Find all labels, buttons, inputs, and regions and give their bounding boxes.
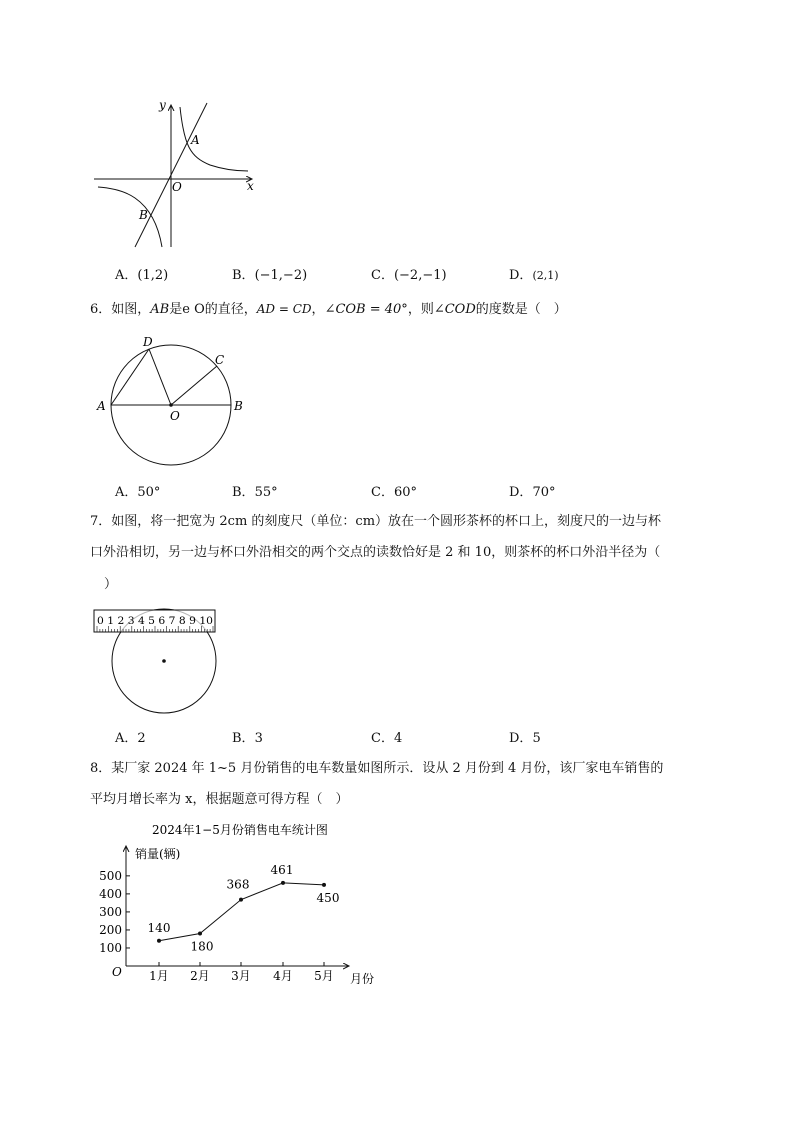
q5-graph bbox=[90, 95, 265, 255]
svg-text:B: B bbox=[234, 399, 243, 413]
data-point bbox=[157, 939, 161, 943]
q7-stem-line-1: 7．如图，将一把宽为 2cm 的刻度尺（单位：cm）放在一个圆形茶杯的杯口上，刻度尺的一边与杯 bbox=[90, 514, 662, 529]
data-point bbox=[198, 932, 202, 936]
radius-oc bbox=[171, 366, 217, 405]
y-tick-label: 500 bbox=[99, 868, 122, 883]
q7-stem-line-2: 口外沿相切，另一边与杯口外沿相交的两个交点的读数恰好是 2 和 10，则茶杯的杯口外沿半径为（ bbox=[90, 545, 661, 560]
q6-circle-figure bbox=[92, 330, 262, 470]
q8-stem-line-2: 平均月增长率为 x，根据题意可得方程（ ） bbox=[90, 792, 349, 807]
q8-stem-line-1: 8．某厂家 2024 年 1~5 月份销售的电车数量如图所示．设从 2 月份到 4 月份，该厂家电车销售的 bbox=[90, 761, 664, 776]
q5-option-c[interactable]: C．(−2,−1) bbox=[371, 268, 447, 283]
q7-ruler-figure bbox=[92, 604, 222, 719]
point-a-label: A bbox=[191, 133, 200, 147]
data-label: 450 bbox=[316, 890, 340, 905]
origin-label: O bbox=[172, 180, 182, 194]
cup-center-dot bbox=[162, 659, 166, 663]
chart-title: 2024年1−5月份销售电车统计图 bbox=[152, 823, 328, 837]
radius-od bbox=[149, 349, 171, 405]
q7-option-d[interactable]: D．5 bbox=[509, 731, 541, 746]
y-tick-label: 300 bbox=[99, 904, 122, 919]
data-point bbox=[322, 883, 326, 887]
data-point bbox=[281, 881, 285, 885]
data-label: 140 bbox=[147, 920, 171, 935]
q7-option-a[interactable]: A．2 bbox=[115, 731, 146, 746]
svg-text:D: D bbox=[143, 335, 153, 349]
q7-stem-line-3: ） bbox=[104, 577, 118, 592]
y-label: y bbox=[159, 98, 166, 112]
y-tick-label: 400 bbox=[99, 886, 122, 901]
point-b-label: B bbox=[139, 208, 148, 222]
x-tick-label: 2月 bbox=[190, 969, 210, 983]
ruler-numbers: 0 1 2 3 4 5 6 7 8 9 10 bbox=[97, 615, 213, 627]
y-tick-label: 100 bbox=[99, 940, 122, 955]
svg-text:O: O bbox=[170, 409, 180, 423]
equal-arcs: AD = CD bbox=[256, 302, 312, 316]
q7-option-c[interactable]: C．4 bbox=[371, 731, 403, 746]
x-tick-label: 3月 bbox=[231, 969, 251, 983]
q6-option-a[interactable]: A．50° bbox=[115, 485, 161, 500]
q5-option-b[interactable]: B．(−1,−2) bbox=[232, 268, 308, 283]
x-tick-label: 4月 bbox=[273, 969, 293, 983]
x-tick-label: 1月 bbox=[149, 969, 169, 983]
data-label: 368 bbox=[226, 877, 250, 892]
q5-option-a[interactable]: A．(1,2) bbox=[115, 268, 169, 283]
center-dot bbox=[169, 403, 173, 407]
data-label: 461 bbox=[270, 862, 294, 877]
chord-ad bbox=[111, 349, 149, 405]
sales-line-chart bbox=[95, 818, 395, 993]
q6-option-b[interactable]: B．55° bbox=[232, 485, 278, 500]
q5-option-d[interactable]: D．(2,1) bbox=[509, 268, 559, 283]
q6-stem: 6．如图，AB是e O的直径，AD = CD，∠COB = 40°，则∠COD的度数是（ ） bbox=[90, 302, 567, 317]
q6-option-c[interactable]: C．60° bbox=[371, 485, 417, 500]
x-label: x bbox=[247, 179, 254, 193]
q7-option-b[interactable]: B．3 bbox=[232, 731, 263, 746]
hyperbola-branch-2 bbox=[98, 187, 162, 247]
y-tick-label: 200 bbox=[99, 922, 122, 937]
x-tick-label: 5月 bbox=[314, 969, 334, 983]
svg-text:A: A bbox=[97, 399, 106, 413]
svg-text:C: C bbox=[215, 353, 225, 367]
data-point bbox=[239, 898, 243, 902]
q6-option-d[interactable]: D．70° bbox=[509, 485, 556, 500]
chart-origin: O bbox=[112, 965, 122, 979]
chart-xlabel: 月份 bbox=[350, 972, 375, 986]
data-label: 180 bbox=[190, 939, 214, 954]
chart-ylabel: 销量(辆) bbox=[135, 847, 181, 861]
